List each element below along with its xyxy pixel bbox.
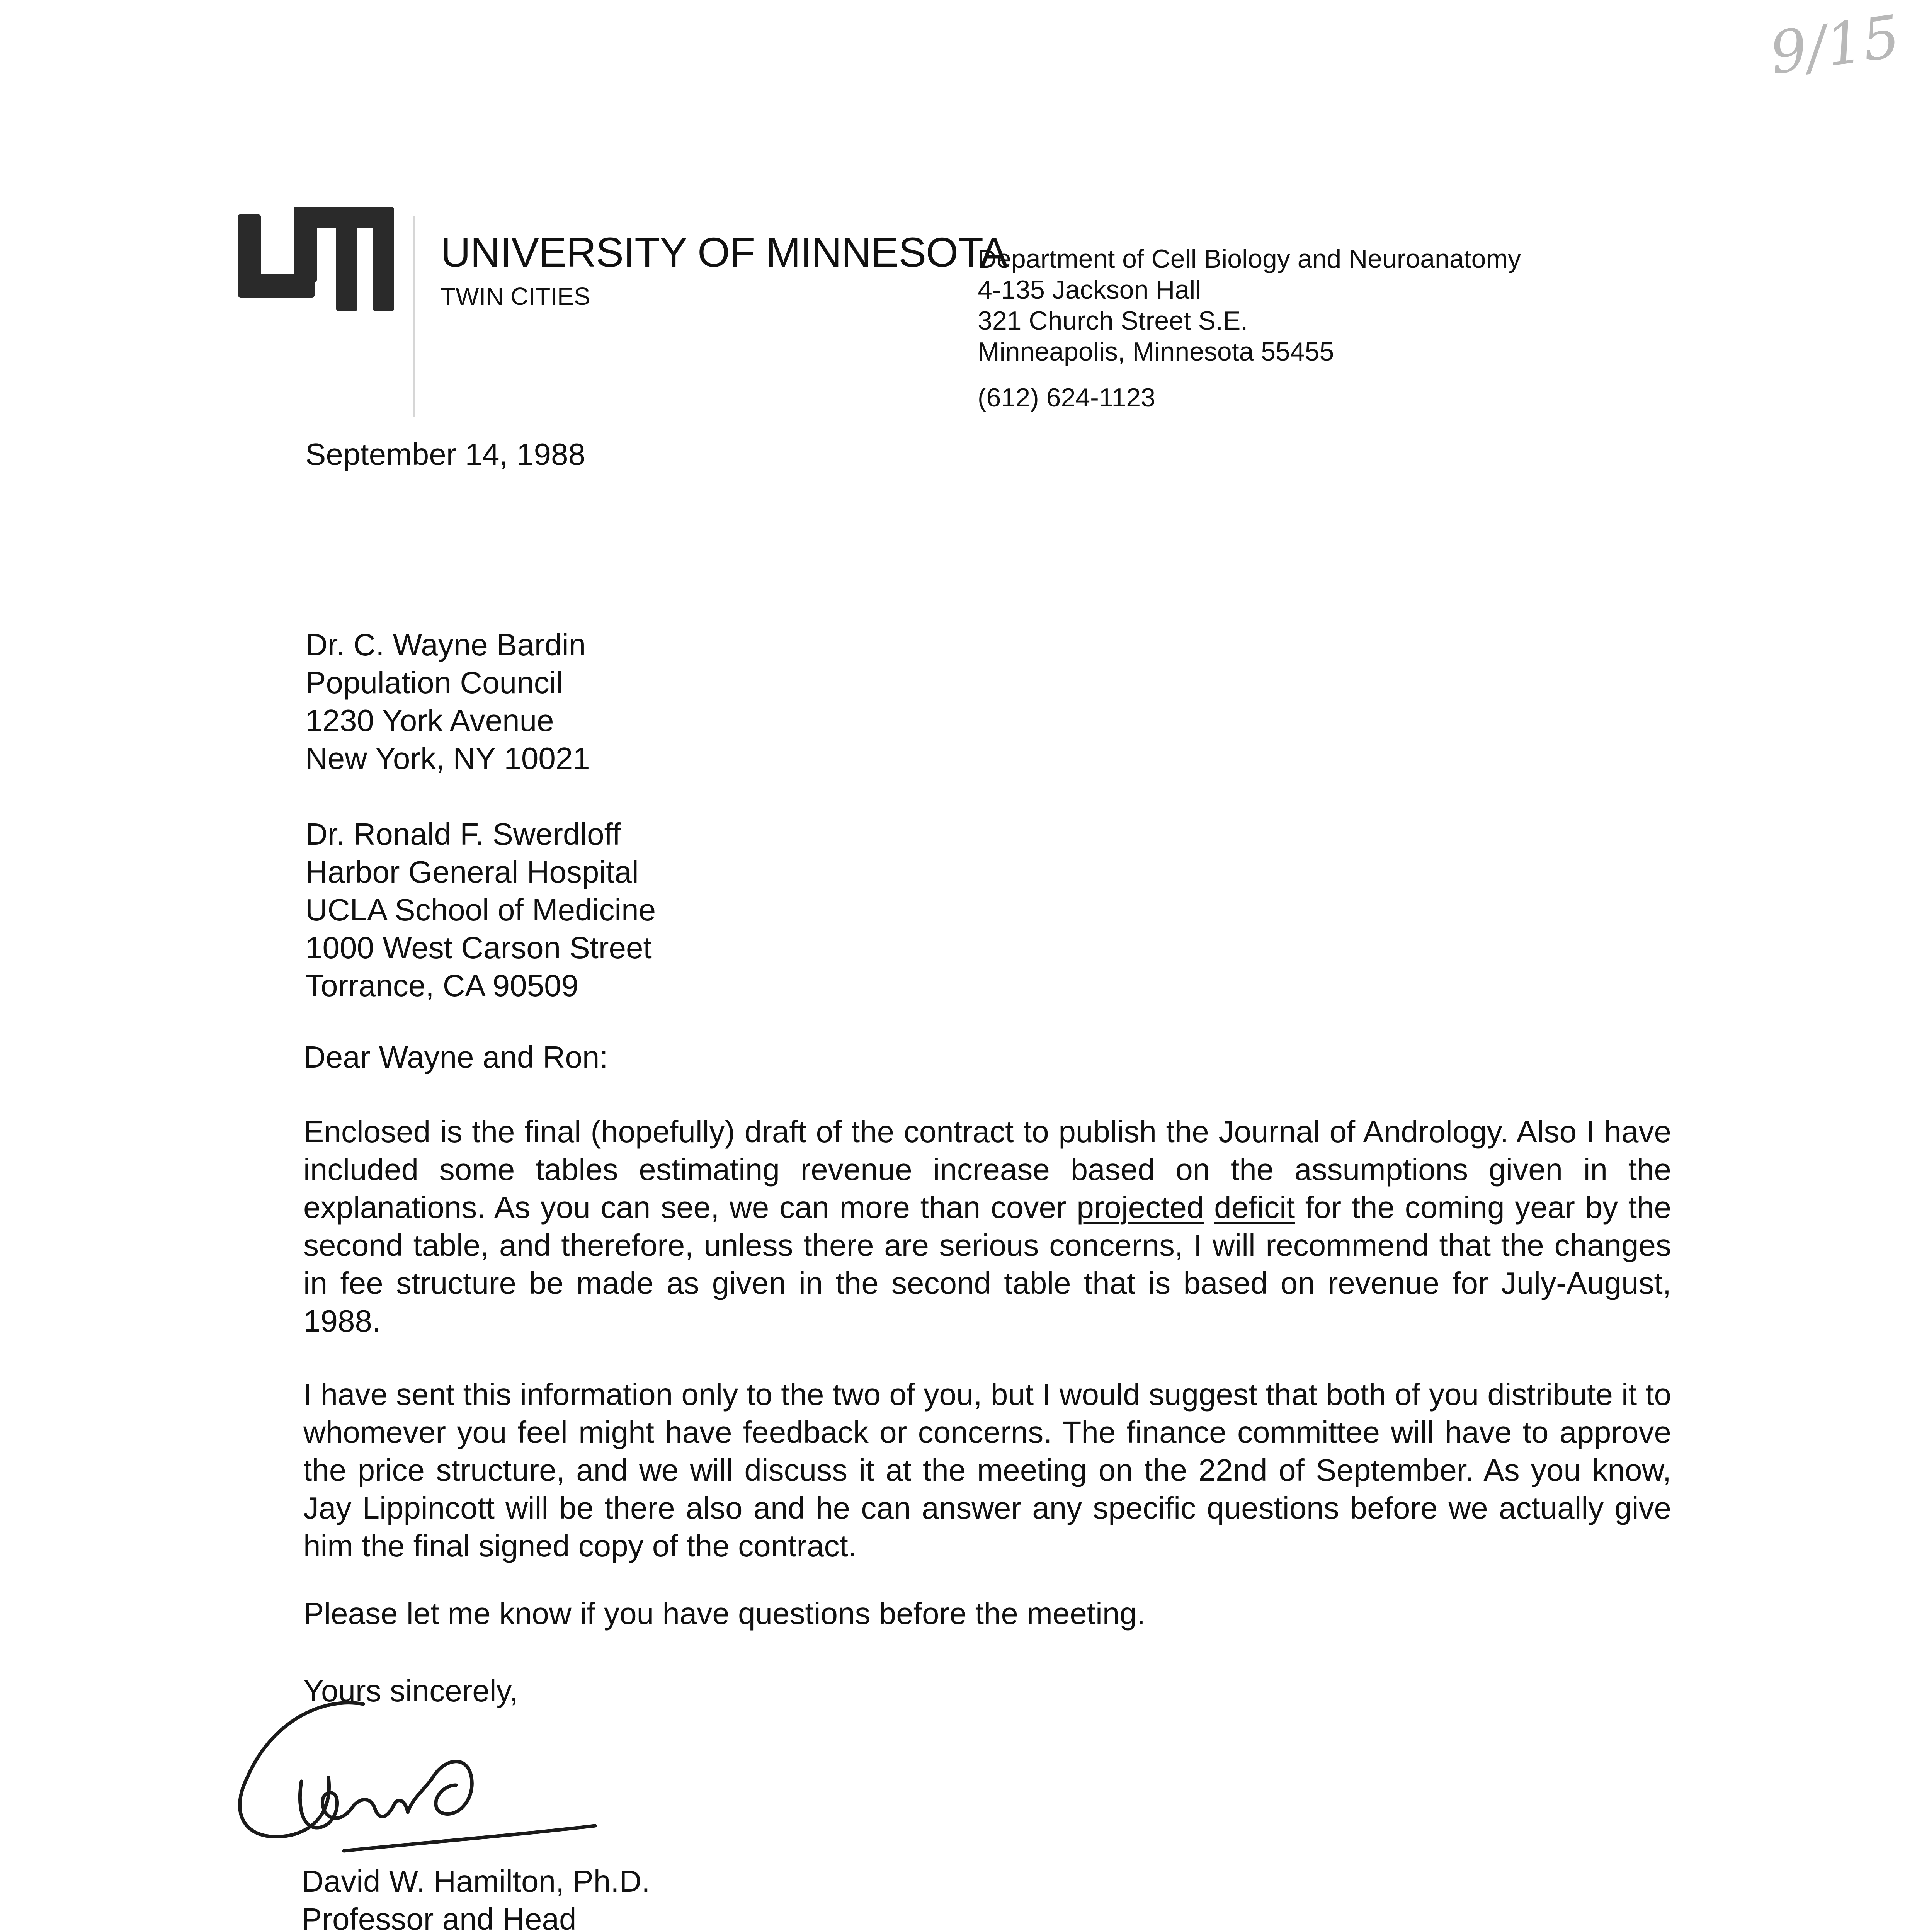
department-phone: (612) 624-1123 xyxy=(978,383,1155,412)
university-logo-icon xyxy=(238,207,396,311)
paragraph-text: for the coming year by the second table, and therefore, unless there are serious concerns, I will recommend that the changes in fee structure be made as given in the second table that is based on revenue for July-August, 1988. xyxy=(303,1190,1671,1338)
address-line: UCLA School of Medicine xyxy=(305,893,656,927)
address-line: Dr. C. Wayne Bardin xyxy=(305,628,586,662)
letterhead-divider xyxy=(413,216,415,417)
paragraph-text xyxy=(1204,1190,1214,1225)
address-line: Population Council xyxy=(305,665,563,700)
closing: Yours sincerely, xyxy=(303,1673,518,1708)
underlined-text: projected xyxy=(1077,1190,1204,1225)
department-address-line: 321 Church Street S.E. xyxy=(978,306,1248,335)
handwritten-signature xyxy=(224,1681,630,1882)
address-line: Torrance, CA 90509 xyxy=(305,968,579,1003)
address-line: 1000 West Carson Street xyxy=(305,930,652,965)
salutation: Dear Wayne and Ron: xyxy=(303,1040,608,1074)
signer-block xyxy=(301,1862,716,1932)
body-paragraph xyxy=(303,1113,1671,1340)
university-name: UNIVERSITY OF MINNESOTA xyxy=(441,229,1008,276)
address-line: New York, NY 10021 xyxy=(305,741,590,776)
department-name: Department of Cell Biology and Neuroanatomy xyxy=(978,244,1521,274)
address-line: Harbor General Hospital xyxy=(305,855,639,889)
paragraph-text: Enclosed is the final (hopefully) draft of the contract to publish the Journal of Andrology. Also I have included some tables estimating revenue increase based on the assumptions given in the explanations. As you can see, we can more than cover xyxy=(303,1114,1671,1225)
underlined-text: deficit xyxy=(1214,1190,1295,1225)
department-address xyxy=(978,243,1521,367)
university-campus: TWIN CITIES xyxy=(441,282,590,310)
letter-date: September 14, 1988 xyxy=(305,437,585,471)
body-paragraph: Please let me know if you have questions before the meeting. xyxy=(303,1596,1146,1631)
page-number-annotation: 9/15 xyxy=(1766,3,1904,88)
recipient-address xyxy=(305,626,590,777)
address-line: 1230 York Avenue xyxy=(305,703,554,738)
signer-title: Professor and Head xyxy=(301,1902,577,1932)
recipient-address xyxy=(305,815,656,1005)
body-paragraph: I have sent this information only to the two of you, but I would suggest that both of you distribute it to whomever you feel might have feedback or concerns. The finance committee will have to approve the price structure, and we will discuss it at the meeting on the 22nd of September. As you know, Jay Lippincott will be there also and he can answer any specific questions before we actually give him the final signed copy of the contract. xyxy=(303,1377,1671,1563)
signer-name: David W. Hamilton, Ph.D. xyxy=(301,1864,650,1898)
department-address-line: Minneapolis, Minnesota 55455 xyxy=(978,337,1334,366)
department-address-line: 4-135 Jackson Hall xyxy=(978,275,1201,304)
address-line: Dr. Ronald F. Swerdloff xyxy=(305,817,621,851)
